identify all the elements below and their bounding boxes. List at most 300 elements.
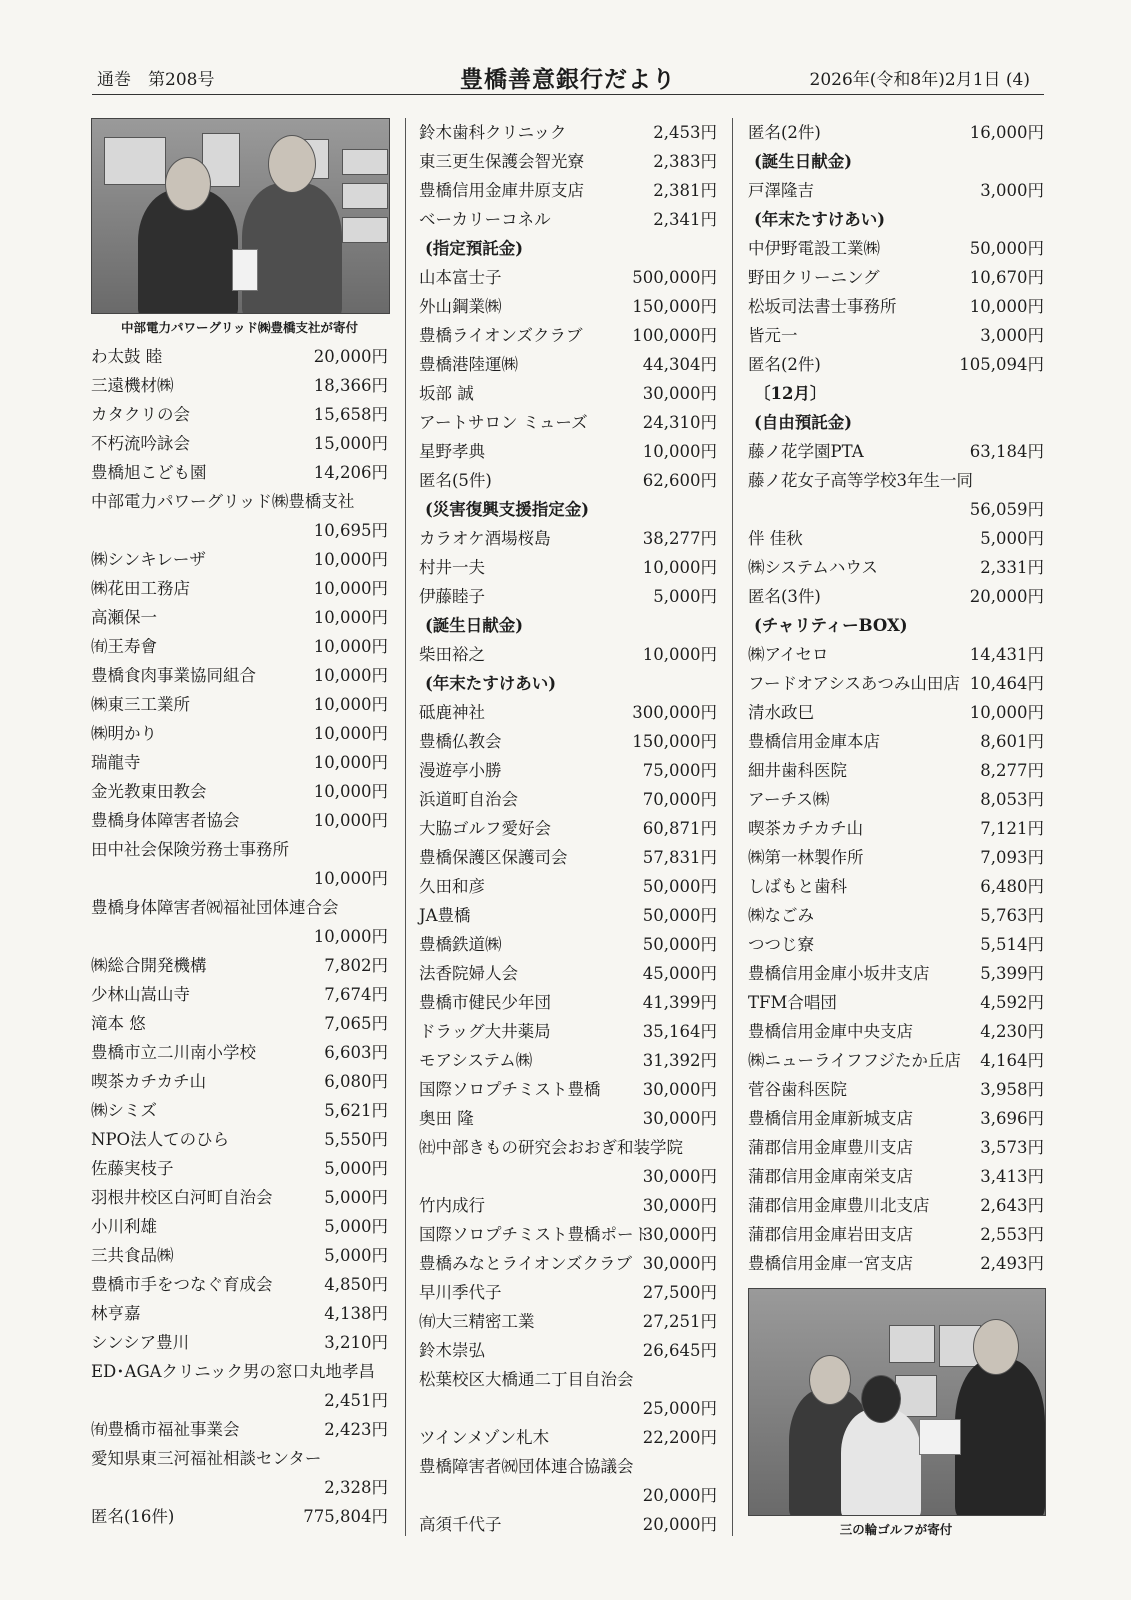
donor-row — [419, 988, 717, 1017]
donor-name: 豊橋身体障害者㈷福祉団体連合会 — [91, 898, 339, 917]
donation-amount: 5,000円 — [324, 1217, 388, 1236]
donor-row — [91, 1299, 388, 1328]
donation-amount: 10,000円 — [313, 666, 388, 685]
donor-name: 豊橋信用金庫本店 — [748, 732, 880, 751]
section-heading: (誕生日献金) — [754, 152, 853, 171]
donation-amount: 2,383円 — [653, 152, 717, 171]
donor-name: 小川利雄 — [91, 1217, 157, 1236]
donor-row — [748, 466, 1044, 495]
donation-amount: 4,592円 — [980, 993, 1044, 1012]
photo-1-caption: 中部電力パワーグリッド㈱豊橋支社が寄付 — [120, 320, 358, 335]
donation-photo-1 — [91, 118, 390, 314]
donation-amount: 5,399円 — [980, 964, 1044, 983]
donation-amount: 75,000円 — [642, 761, 717, 780]
donation-amount: 31,392円 — [642, 1051, 717, 1070]
donor-name: 坂部 誠 — [419, 384, 474, 403]
donor-row — [91, 980, 388, 1009]
donor-name: 豊橋信用金庫中央支店 — [748, 1022, 913, 1041]
donor-column-2 — [419, 118, 717, 1539]
donation-amount: 5,763円 — [980, 906, 1044, 925]
donation-amount: 70,000円 — [642, 790, 717, 809]
donation-amount: 4,230円 — [980, 1022, 1044, 1041]
donation-amount: 20,000円 — [642, 1515, 717, 1534]
donor-row — [748, 118, 1044, 147]
donor-name: 豊橋仏教会 — [419, 732, 502, 751]
donation-amount: 4,138円 — [324, 1304, 388, 1323]
donor-row — [91, 777, 388, 806]
donor-row — [419, 727, 717, 756]
donor-row — [419, 843, 717, 872]
donor-row — [748, 930, 1044, 959]
section-heading: (災害復興支援指定金) — [425, 500, 590, 519]
donor-row — [419, 959, 717, 988]
donor-name: 匿名(3件) — [748, 587, 821, 606]
donor-row — [91, 1444, 388, 1473]
donation-amount: 100,000円 — [632, 326, 717, 345]
donor-name: 豊橋市立二川南小学校 — [91, 1043, 256, 1062]
donor-name: NPO法人てのひら — [91, 1130, 230, 1149]
donor-name: ㈲大三精密工業 — [419, 1312, 535, 1331]
donor-name: 蒲郡信用金庫豊川支店 — [748, 1138, 913, 1157]
donor-row — [91, 487, 388, 516]
donor-name: 匿名(5件) — [419, 471, 492, 490]
donor-name: 伊藤睦子 — [419, 587, 485, 606]
donor-name: 佐藤実枝子 — [91, 1159, 174, 1178]
donor-row — [91, 1038, 388, 1067]
donor-name: ㈲豊橋市福祉事業会 — [91, 1420, 240, 1439]
donor-name: ㈲王寿會 — [91, 637, 157, 656]
donation-amount: 27,251円 — [642, 1312, 717, 1331]
donation-amount: 8,053円 — [980, 790, 1044, 809]
donor-row — [748, 872, 1044, 901]
donor-name: 戸澤隆吉 — [748, 181, 814, 200]
donor-name: 星野孝典 — [419, 442, 485, 461]
donor-name: 匿名(2件) — [748, 355, 821, 374]
donor-row — [91, 1009, 388, 1038]
donor-name: 細井歯科医院 — [748, 761, 847, 780]
donor-name: 東三更生保護会智光寮 — [419, 152, 584, 171]
donor-name: 少林山嵩山寺 — [91, 985, 190, 1004]
donor-row — [419, 1162, 717, 1191]
donor-row — [748, 582, 1044, 611]
donation-amount: 5,000円 — [324, 1159, 388, 1178]
donor-name: ㈱アイセロ — [748, 645, 829, 664]
donor-row — [419, 1336, 717, 1365]
donor-name: 早川季代子 — [419, 1283, 502, 1302]
donor-name: カラオケ酒場桜島 — [419, 529, 551, 548]
donor-row — [748, 1046, 1044, 1075]
donor-name: 豊橋信用金庫小坂井支店 — [748, 964, 930, 983]
donation-amount: 2,553円 — [980, 1225, 1044, 1244]
donor-name: 国際ソロプチミスト豊橋 — [419, 1080, 601, 1099]
donor-row — [748, 321, 1044, 350]
donation-amount: 2,451円 — [324, 1391, 388, 1410]
donation-amount: 10,000円 — [313, 695, 388, 714]
donor-row — [419, 901, 717, 930]
donation-amount: 10,000円 — [642, 442, 717, 461]
donation-amount: 7,065円 — [324, 1014, 388, 1033]
donor-row — [419, 582, 717, 611]
donor-row — [419, 466, 717, 495]
donor-row — [748, 1075, 1044, 1104]
donation-amount: 3,958円 — [980, 1080, 1044, 1099]
donor-row — [419, 698, 717, 727]
donor-name: 法香院婦人会 — [419, 964, 518, 983]
donation-amount: 10,000円 — [313, 724, 388, 743]
donor-row — [91, 400, 388, 429]
donation-amount: 10,670円 — [969, 268, 1044, 287]
donor-row — [91, 1183, 388, 1212]
donation-amount: 2,341円 — [653, 210, 717, 229]
donor-name: 匿名(2件) — [748, 123, 821, 142]
donor-name: 田中社会保険労務士事務所 — [91, 840, 289, 859]
donor-name: 皆元一 — [748, 326, 798, 345]
donor-row — [419, 263, 717, 292]
donation-amount: 5,514円 — [980, 935, 1044, 954]
donor-name: 蒲郡信用金庫南栄支店 — [748, 1167, 913, 1186]
donor-name: 村井一夫 — [419, 558, 485, 577]
donor-name: 瑞龍寺 — [91, 753, 141, 772]
donation-amount: 56,059円 — [969, 500, 1044, 519]
donation-amount: 30,000円 — [642, 1225, 717, 1244]
donor-row — [91, 922, 388, 951]
section-heading: (自由預託金) — [754, 413, 853, 432]
donor-row — [748, 1104, 1044, 1133]
donor-name: 三遠機材㈱ — [91, 376, 174, 395]
donor-row — [748, 292, 1044, 321]
donor-list — [748, 118, 1044, 1278]
donor-name: ㈱なごみ — [748, 906, 814, 925]
donor-name: 林亨嘉 — [91, 1304, 141, 1323]
donor-name: 豊橋鉄道㈱ — [419, 935, 502, 954]
donation-amount: 30,000円 — [642, 384, 717, 403]
donor-name: TFM合唱団 — [748, 993, 837, 1012]
donation-amount: 20,000円 — [969, 587, 1044, 606]
donor-row — [91, 1125, 388, 1154]
donation-amount: 41,399円 — [642, 993, 717, 1012]
donor-name: ㈱明かり — [91, 724, 157, 743]
donor-name: 豊橋障害者㈷団体連合協議会 — [419, 1457, 634, 1476]
donor-name: 清水政巳 — [748, 703, 814, 722]
donor-row — [91, 1096, 388, 1125]
donation-amount: 30,000円 — [642, 1167, 717, 1186]
donor-row — [748, 263, 1044, 292]
donation-amount: 22,200円 — [642, 1428, 717, 1447]
donor-row — [91, 1270, 388, 1299]
donation-amount: 10,000円 — [313, 637, 388, 656]
donor-name: 外山鋼業㈱ — [419, 297, 502, 316]
donation-amount: 10,000円 — [313, 869, 388, 888]
donor-row — [748, 843, 1044, 872]
donor-name: ㈱システムハウス — [748, 558, 878, 577]
donor-row — [419, 553, 717, 582]
donation-amount: 60,871円 — [642, 819, 717, 838]
donor-name: 高瀬保一 — [91, 608, 157, 627]
donation-amount: 3,413円 — [980, 1167, 1044, 1186]
donor-row — [748, 959, 1044, 988]
donation-amount: 15,658円 — [313, 405, 388, 424]
donor-name: 愛知県東三河福祉相談センター — [91, 1449, 322, 1468]
donation-amount: 10,000円 — [969, 297, 1044, 316]
donor-row — [91, 1502, 388, 1531]
donor-row — [91, 458, 388, 487]
donor-row — [419, 640, 717, 669]
donor-name: 匿名(16件) — [91, 1507, 175, 1526]
donation-amount: 50,000円 — [642, 935, 717, 954]
donor-name: 豊橋保護区保護司会 — [419, 848, 568, 867]
donation-amount: 26,645円 — [642, 1341, 717, 1360]
donation-amount: 2,423円 — [324, 1420, 388, 1439]
donation-amount: 62,600円 — [642, 471, 717, 490]
donor-row — [419, 1278, 717, 1307]
donor-row — [748, 495, 1044, 524]
donor-row — [419, 205, 717, 234]
donation-amount: 2,328円 — [324, 1478, 388, 1497]
donor-name: 豊橋信用金庫新城支店 — [748, 1109, 913, 1128]
donation-amount: 30,000円 — [642, 1109, 717, 1128]
donor-row — [91, 1473, 388, 1502]
donor-row — [91, 632, 388, 661]
donation-amount: 2,381円 — [653, 181, 717, 200]
donation-amount: 10,000円 — [313, 811, 388, 830]
donor-row — [91, 1357, 388, 1386]
donation-amount: 63,184円 — [969, 442, 1044, 461]
donation-amount: 10,695円 — [313, 521, 388, 540]
donation-amount: 300,000円 — [632, 703, 717, 722]
donation-amount: 24,310円 — [642, 413, 717, 432]
donor-name: 松坂司法書士事務所 — [748, 297, 897, 316]
donor-row — [419, 118, 717, 147]
donor-name: アーチス㈱ — [748, 790, 830, 809]
section-heading: 〔12月〕 — [754, 384, 827, 403]
donation-amount: 27,500円 — [642, 1283, 717, 1302]
donation-photo-2 — [748, 1288, 1046, 1516]
donor-name: 奥田 隆 — [419, 1109, 474, 1128]
donor-row — [748, 727, 1044, 756]
donor-row — [419, 814, 717, 843]
donation-amount: 150,000円 — [632, 732, 717, 751]
donation-amount: 20,000円 — [642, 1486, 717, 1505]
donor-name: JA豊橋 — [419, 906, 471, 925]
donation-amount: 105,094円 — [959, 355, 1044, 374]
donor-row — [748, 1017, 1044, 1046]
donor-row — [419, 1365, 717, 1394]
donor-row — [419, 1046, 717, 1075]
donation-amount: 20,000円 — [313, 347, 388, 366]
donor-name: 野田クリーニング — [748, 268, 880, 287]
donation-amount: 8,277円 — [980, 761, 1044, 780]
donor-row — [419, 930, 717, 959]
donation-amount: 775,804円 — [303, 1507, 388, 1526]
donor-name: 藤ノ花女子高等学校3年生一同 — [748, 471, 973, 490]
donor-row — [419, 1249, 717, 1278]
donation-amount: 6,480円 — [980, 877, 1044, 896]
donor-row — [419, 350, 717, 379]
donation-amount: 50,000円 — [642, 906, 717, 925]
donation-amount: 38,277円 — [642, 529, 717, 548]
donor-name: 久田和彦 — [419, 877, 485, 896]
section-heading: (チャリティーBOX) — [754, 616, 908, 635]
donor-name: 竹内成行 — [419, 1196, 485, 1215]
donor-row — [419, 1510, 717, 1539]
donation-amount: 30,000円 — [642, 1196, 717, 1215]
donation-amount: 7,674円 — [324, 985, 388, 1004]
column-divider — [405, 118, 406, 1536]
donor-name: ㈱総合開発機構 — [91, 956, 207, 975]
donor-row — [91, 690, 388, 719]
donor-row — [748, 988, 1044, 1017]
donor-row — [748, 1191, 1044, 1220]
donor-row — [91, 1386, 388, 1415]
column-divider — [732, 118, 733, 1536]
donor-name: 高須千代子 — [419, 1515, 502, 1534]
donation-amount: 10,000円 — [642, 645, 717, 664]
donor-row — [748, 1220, 1044, 1249]
donor-row — [91, 661, 388, 690]
donation-amount: 10,464円 — [969, 674, 1044, 693]
donor-name: ED･AGAクリニック男の窓口丸地孝昌 — [91, 1362, 376, 1381]
donation-amount: 45,000円 — [642, 964, 717, 983]
donation-amount: 8,601円 — [980, 732, 1044, 751]
donation-amount: 5,000円 — [324, 1246, 388, 1265]
donor-row — [91, 835, 388, 864]
donation-amount: 5,550円 — [324, 1130, 388, 1149]
donor-name: 喫茶カチカチ山 — [748, 819, 864, 838]
donation-amount: 150,000円 — [632, 297, 717, 316]
donation-amount: 3,696円 — [980, 1109, 1044, 1128]
donor-row — [91, 893, 388, 922]
donor-name: 藤ノ花学園PTA — [748, 442, 864, 461]
donation-amount: 16,000円 — [969, 123, 1044, 142]
donor-row — [419, 292, 717, 321]
newsletter-title: 豊橋善意銀行だより — [460, 66, 676, 93]
donation-amount: 10,000円 — [313, 927, 388, 946]
donor-row — [91, 1154, 388, 1183]
donor-row — [748, 785, 1044, 814]
donor-name: ㈱花田工務店 — [91, 579, 190, 598]
donor-row — [419, 1220, 717, 1249]
donation-amount: 2,643円 — [980, 1196, 1044, 1215]
donor-name: わ太鼓 睦 — [91, 347, 163, 366]
donor-name: 大脇ゴルフ愛好会 — [419, 819, 551, 838]
donor-name: 豊橋信用金庫一宮支店 — [748, 1254, 913, 1273]
donation-amount: 7,121円 — [980, 819, 1044, 838]
donor-row — [91, 342, 388, 371]
donation-amount: 25,000円 — [642, 1399, 717, 1418]
donor-row — [419, 1017, 717, 1046]
donation-amount: 4,850円 — [324, 1275, 388, 1294]
donor-row — [748, 814, 1044, 843]
donor-row — [748, 698, 1044, 727]
donor-row — [91, 1328, 388, 1357]
donor-row — [91, 951, 388, 980]
section-heading: (年末たすけあい) — [425, 674, 557, 693]
donor-name: 滝本 悠 — [91, 1014, 146, 1033]
donor-name: つつじ寮 — [748, 935, 814, 954]
donor-name: モアシステム㈱ — [419, 1051, 533, 1070]
donor-row — [748, 437, 1044, 466]
donor-row — [419, 1307, 717, 1336]
donor-name: 鈴木崇弘 — [419, 1341, 485, 1360]
donor-name: 柴田裕之 — [419, 645, 485, 664]
donor-row — [419, 147, 717, 176]
donor-row — [91, 748, 388, 777]
donor-name: 蒲郡信用金庫豊川北支店 — [748, 1196, 930, 1215]
donor-name: 豊橋市健民少年団 — [419, 993, 551, 1012]
donor-name: 豊橋みなとライオンズクラブ — [419, 1254, 633, 1273]
section-heading: (年末たすけあい) — [754, 210, 886, 229]
donor-name: ㈱シンキレーザ — [91, 550, 206, 569]
donor-row — [91, 429, 388, 458]
issue-date: 2026年(令和8年)2月1日 (4) — [809, 70, 1030, 90]
donor-name: 国際ソロプチミスト豊橋ポート — [419, 1225, 650, 1244]
donor-name: ㈱シミズ — [91, 1101, 157, 1120]
donation-amount: 3,000円 — [980, 326, 1044, 345]
donor-name: 不朽流吟詠会 — [91, 434, 190, 453]
donor-row — [748, 1162, 1044, 1191]
donor-name: 砥鹿神社 — [419, 703, 485, 722]
donor-name: ドラッグ大井薬局 — [419, 1022, 551, 1041]
donor-row — [748, 756, 1044, 785]
donation-amount: 2,331円 — [980, 558, 1044, 577]
donor-row — [419, 524, 717, 553]
donation-amount: 10,000円 — [313, 782, 388, 801]
donor-row — [419, 1191, 717, 1220]
page-header — [92, 60, 1044, 95]
donation-amount: 7,093円 — [980, 848, 1044, 867]
donor-column-3 — [748, 118, 1044, 1544]
donor-row — [419, 1452, 717, 1481]
donation-amount: 5,000円 — [653, 587, 717, 606]
donation-amount: 10,000円 — [313, 579, 388, 598]
donor-name: 伴 佳秋 — [748, 529, 803, 548]
donor-name: 菅谷歯科医院 — [748, 1080, 847, 1099]
donor-name: ㈱第一林製作所 — [748, 848, 864, 867]
donor-name: アートサロン ミューズ — [419, 413, 588, 432]
donor-name: ツインメゾン札木 — [419, 1428, 550, 1447]
donation-amount: 10,000円 — [313, 608, 388, 627]
donor-list — [91, 342, 388, 1531]
photo-2-caption: 三の輪ゴルフが寄付 — [839, 1522, 953, 1537]
donor-row — [91, 1067, 388, 1096]
donation-amount: 10,000円 — [969, 703, 1044, 722]
donor-row — [91, 516, 388, 545]
donor-name: 中伊野電設工業㈱ — [748, 239, 880, 258]
donor-row — [748, 553, 1044, 582]
donor-row — [748, 640, 1044, 669]
donation-amount: 5,000円 — [980, 529, 1044, 548]
donation-amount: 5,000円 — [324, 1188, 388, 1207]
donor-name: 金光教東田教会 — [91, 782, 207, 801]
donation-amount: 44,304円 — [642, 355, 717, 374]
donor-row — [419, 321, 717, 350]
donor-row — [91, 864, 388, 893]
donor-row — [748, 901, 1044, 930]
donor-name: 蒲郡信用金庫岩田支店 — [748, 1225, 913, 1244]
donor-row — [748, 176, 1044, 205]
donor-column-1 — [91, 118, 388, 1531]
donor-name: 喫茶カチカチ山 — [91, 1072, 207, 1091]
donation-amount: 10,000円 — [313, 753, 388, 772]
donation-amount: 2,453円 — [653, 123, 717, 142]
donor-name: 山本富士子 — [419, 268, 502, 287]
donor-row — [91, 719, 388, 748]
section-heading: (指定預託金) — [425, 239, 524, 258]
donation-amount: 500,000円 — [632, 268, 717, 287]
donor-row — [419, 1104, 717, 1133]
donor-row — [419, 756, 717, 785]
donor-name: 鈴木歯科クリニック — [419, 123, 567, 142]
